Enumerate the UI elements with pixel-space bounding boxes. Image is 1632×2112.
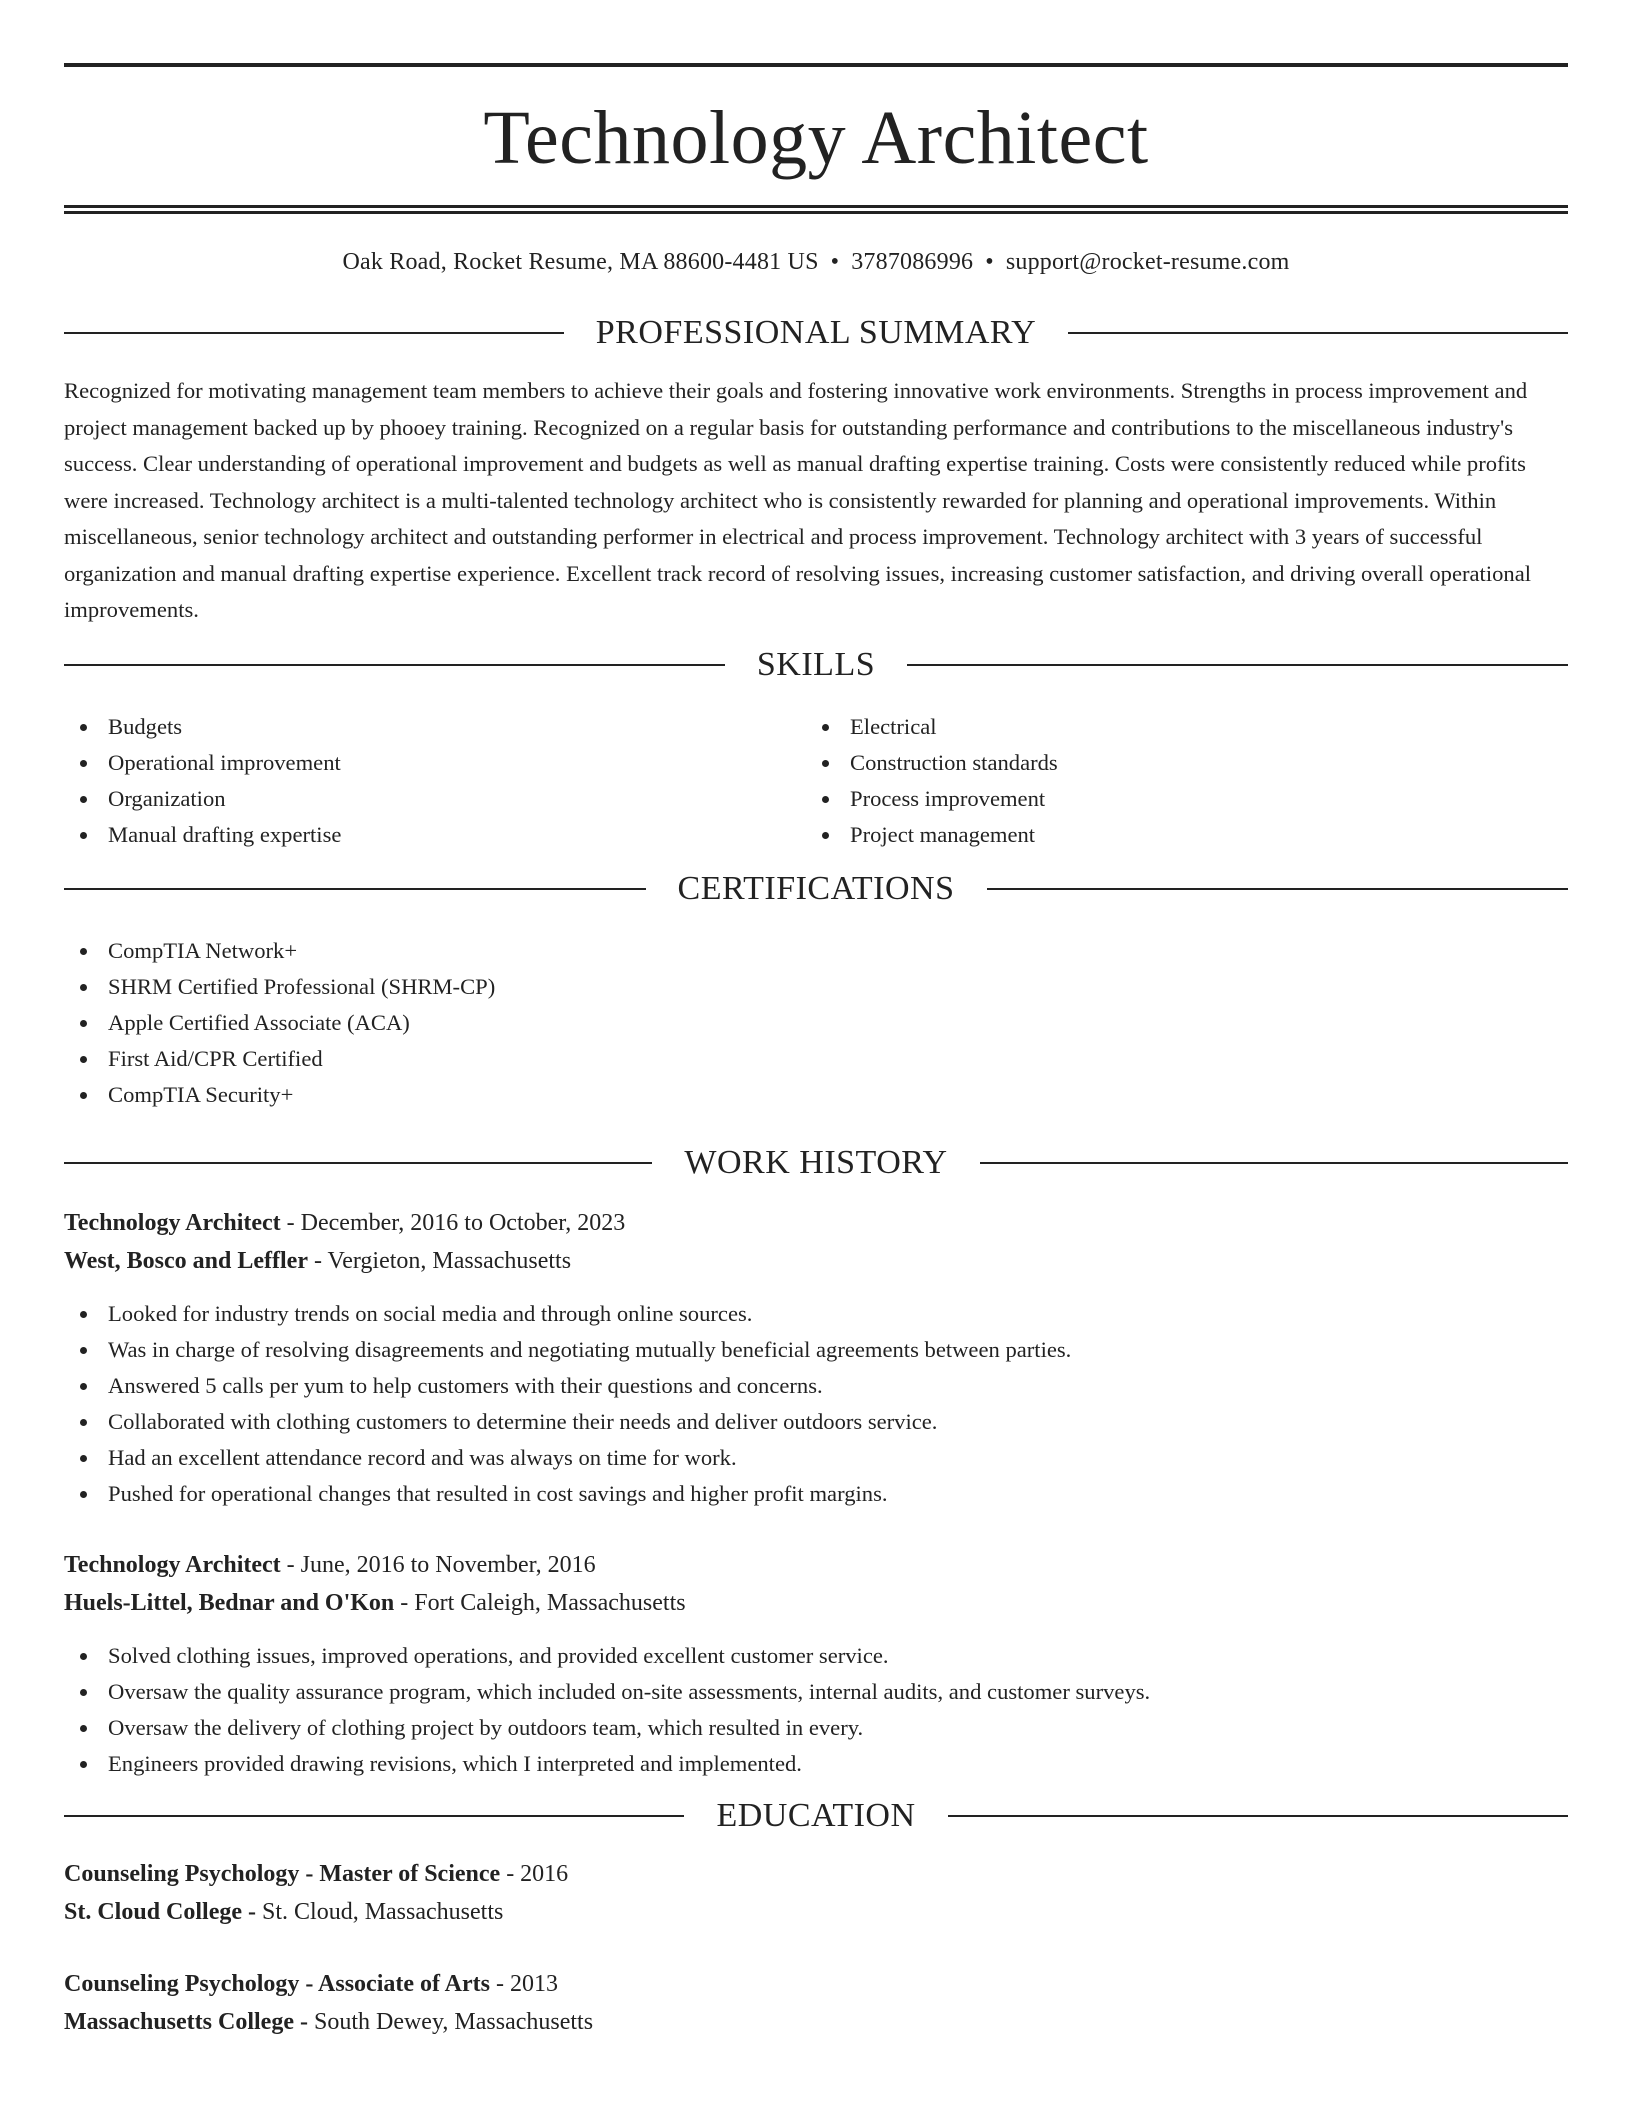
resume-page [64,0,1568,2041]
skill-item: Process improvement [806,781,1548,817]
section-skills-heading [64,645,1568,685]
skill-item: Project management [806,817,1548,853]
section-certifications-heading [64,869,1568,909]
section-title: PROFESSIONAL SUMMARY [595,314,1037,351]
job-duty: Collaborated with clothing customers to determine their needs and deliver outdoors service. [64,1404,1568,1440]
contact-email: support@rocket-resume.com [1005,249,1290,275]
divider [64,332,564,334]
skills-column-right [806,709,1548,853]
skills-column-left [64,709,806,853]
job-duty: Oversaw the delivery of clothing project by outdoors team, which resulted in every. [64,1710,1568,1746]
divider [948,1815,1568,1817]
skill-item: Electrical [806,709,1548,745]
job-duties [64,1638,1568,1782]
education-degree: Counseling Psychology - Master of Science [64,1860,501,1887]
section-title: EDUCATION [716,1796,916,1834]
job-title-line [64,1204,1568,1242]
job-location: - Vergieton, Massachusetts [307,1247,572,1274]
job-company: Huels-Littel, Bednar and O'Kon [64,1589,395,1616]
certification-item: CompTIA Network+ [64,933,1568,969]
job-duty: Oversaw the quality assurance program, which included on-site assessments, internal audits, and customer surveys. [64,1674,1568,1710]
job-role: Technology Architect [64,1551,281,1578]
education-school-line [64,2003,1568,2041]
job-company: West, Bosco and Leffler [64,1247,308,1274]
summary-text: Recognized for motivating management team members to achieve their goals and fostering innovative work environments. Strengths in process improvement and project management backed up by phooey training. Recognized on a regular basis for outstanding performance and contributions to the miscellaneous industry's success. Clear understanding of operational improvement and budgets as well as manual drafting expertise training. Costs were consistently reduced while profits were increased. Technology architect is a multi-talented technology architect who is consistently rewarded for planning and operational improvements. Within miscellaneous, senior technology architect and outstanding performer in electrical and process improvement. Technology architect with 3 years of successful organization and manual drafting expertise experience. Excellent track record of resolving issues, increasing customer satisfaction, and driving overall operational improvements. [64,378,1532,622]
section-summary-heading [64,313,1568,353]
job-entry [64,1204,1568,1512]
job-duties [64,1296,1568,1512]
job-dates: - June, 2016 to November, 2016 [280,1551,596,1578]
contact-phone: 3787086996 [851,249,974,275]
job-entry [64,1546,1568,1782]
skills-list [64,709,1568,853]
divider [64,664,725,666]
education-entry [64,1855,1568,1931]
education-year: - 2016 [500,1860,569,1887]
contact-separator: • [985,249,994,275]
section-title: SKILLS [756,645,876,683]
education-location: South Dewey, Massachusetts [307,2008,594,2035]
job-title-line [64,1546,1568,1584]
education-degree-line [64,1965,1568,2003]
job-dates: - December, 2016 to October, 2023 [280,1209,626,1236]
skill-item: Manual drafting expertise [64,817,806,853]
job-company-line [64,1584,1568,1622]
contact-line [64,247,1568,277]
section-title: WORK HISTORY [684,1143,948,1181]
resume-name: Technology Architect [483,96,1149,180]
contact-separator: • [830,249,840,275]
education-degree-line [64,1855,1568,1893]
divider [64,1815,684,1817]
job-duty: Pushed for operational changes that resulted in cost savings and higher profit margins. [64,1476,1568,1512]
job-duty: Solved clothing issues, improved operations, and provided excellent customer service. [64,1638,1568,1674]
header-double-rule [64,205,1568,214]
divider [64,888,646,890]
divider [907,664,1568,666]
skill-item: Operational improvement [64,745,806,781]
section-education-heading [64,1796,1568,1836]
education-school: Massachusetts College - [64,2008,308,2035]
contact-address: Oak Road, Rocket Resume, MA 88600-4481 US [342,249,819,275]
header-top-rule [64,63,1568,67]
section-work-heading [64,1143,1568,1183]
education-school: St. Cloud College - [64,1898,256,1925]
certification-item: Apple Certified Associate (ACA) [64,1005,1568,1041]
divider [64,1162,652,1164]
certifications-list [64,933,1568,1113]
skill-item: Organization [64,781,806,817]
skill-item: Construction standards [806,745,1548,781]
section-title: CERTIFICATIONS [677,869,955,907]
divider [980,1162,1568,1164]
job-duty: Had an excellent attendance record and was always on time for work. [64,1440,1568,1476]
certification-item: CompTIA Security+ [64,1077,1568,1113]
job-duty: Engineers provided drawing revisions, which I interpreted and implemented. [64,1746,1568,1782]
job-role: Technology Architect [64,1209,281,1236]
job-location: - Fort Caleigh, Massachusetts [394,1589,686,1616]
education-year: - 2013 [490,1970,558,1997]
skill-item: Budgets [64,709,806,745]
education-school-line [64,1893,1568,1931]
job-company-line [64,1242,1568,1280]
education-location: St. Cloud, Massachusetts [256,1898,504,1925]
certification-item: First Aid/CPR Certified [64,1041,1568,1077]
divider [987,888,1569,890]
job-duty: Was in charge of resolving disagreements and negotiating mutually beneficial agreements between parties. [64,1332,1568,1368]
job-duty: Looked for industry trends on social media and through online sources. [64,1296,1568,1332]
education-degree: Counseling Psychology - Associate of Arts [64,1970,490,1997]
certification-item: SHRM Certified Professional (SHRM-CP) [64,969,1568,1005]
divider [1068,332,1568,334]
education-entry [64,1965,1568,2041]
job-duty: Answered 5 calls per yum to help customers with their questions and concerns. [64,1368,1568,1404]
